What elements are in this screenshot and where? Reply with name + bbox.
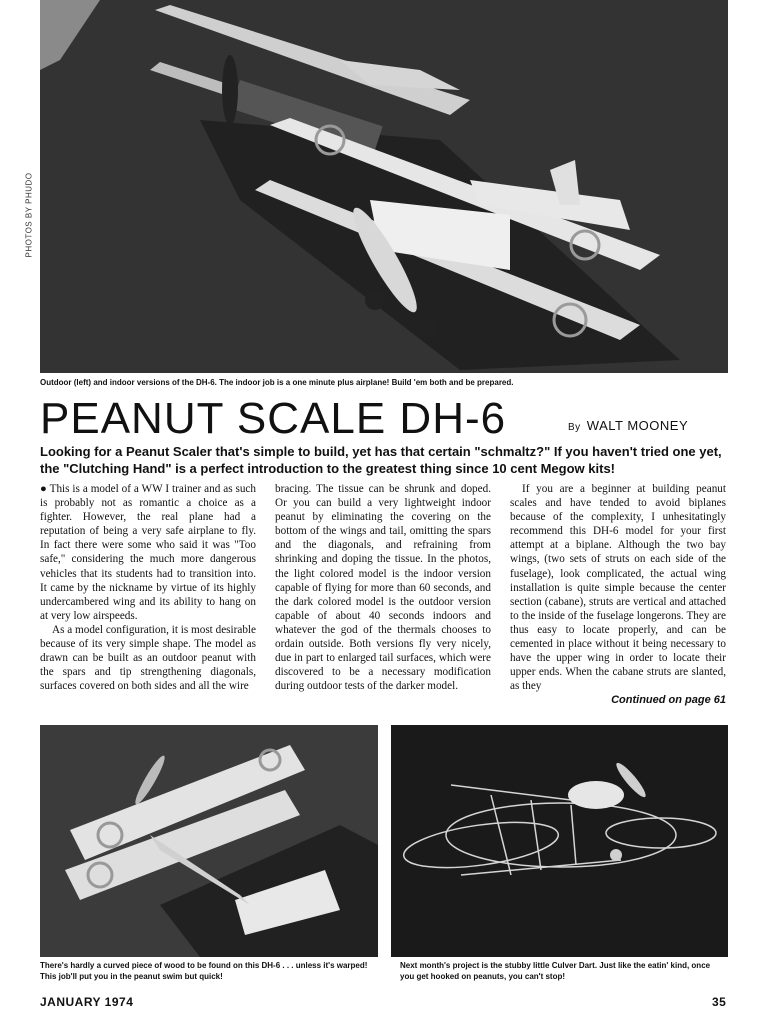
top-photo-caption: Outdoor (left) and indoor versions of the DH-6. The indoor job is a one minute plus airplane! Build 'em both and be prepared. <box>40 378 514 387</box>
column-1-paragraph-1: ● This is a model of a WW I trainer and as such is probably not as romantic a choice as a fighter. However, the real plane had a reputation of being a very safe airplane to fly. In fact there were some who said it was "Too safe," considering the much more dangerous vehicles that its students had to transition into. It came by the nickname by virtue of its highly undercambered wing and its ability to hang on at very low airspeeds. <box>40 483 256 622</box>
byline <box>568 418 688 433</box>
photo-credit: PHOTOS BY PHUDO <box>24 172 34 258</box>
footer-date: JANUARY 1974 <box>40 995 134 1009</box>
top-photo-dh6-models <box>40 0 728 373</box>
page-number: 35 <box>712 995 727 1009</box>
text-column-3 <box>510 482 726 708</box>
text-column-1 <box>40 482 256 693</box>
column-2-paragraph-1: bracing. The tissue can be shrunk and doped. Or you can build a very lightweight indoor peanut by eliminating the covering on the bottom of the wings and tail, omitting the spars and the diagonals, and refraining from shrinking and doping the tissue. In the photos, the light colored model is the indoor version capable of flying for more than 60 seconds, and the dark colored model is the outdoor version capable of about 40 seconds indoors and whatever the god of the thermals chooses to ordain outside. Both versions fly very nicely, due in part to enlarged tail surfaces, which were discovered to be a necessary modification during outdoor tests of the darker model. <box>275 483 491 693</box>
article-title: PEANUT SCALE DH-6 <box>40 394 507 443</box>
column-3-paragraph-1: If you are a beginner at building peanut scales and have tended to avoid biplanes because of the complexity, I unhesitatingly recommend this DH-6 model for your first attempt at a biplane. Although the two bay wings, (two sets of struts on each side of the fuselage), look complicated, the actual wing installation is quite simple because the center section (cabane), struts are vertical and attached to the inside of the fuselage longerons. They are thus easy to locate properly, and can be cemented in place without it being necessary to have the upper wing in order to locate their upper ends. When the cabane struts are slanted, as they <box>510 483 726 693</box>
bottom-left-photo-biplane <box>40 725 378 957</box>
text-column-2 <box>275 482 491 693</box>
bottom-right-photo-culver-dart <box>391 725 728 957</box>
byline-prefix: By <box>568 422 581 433</box>
bottom-right-caption: Next month's project is the stubby little Culver Dart. Just like the eatin' kind, once you get hooked on peanuts, you can't stop! <box>400 961 711 981</box>
byline-author: WALT MOONEY <box>586 418 689 433</box>
bottom-left-caption: There's hardly a curved piece of wood to be found on this DH-6 . . . unless it's warped! This job'll put you in the peanut swim but quick! <box>40 961 368 981</box>
continued-on-link: Continued on page 61 <box>611 694 726 707</box>
article-intro: Looking for a Peanut Scaler that's simple to build, yet has that certain "schmaltz?" If you haven't tried one yet, the "Clutching Hand" is a perfect introduction to the greatest thing since 10 cent Megow kits! <box>40 444 722 476</box>
column-1-paragraph-2: As a model configuration, it is most desirable because of its very simple shape. The model as drawn can be built as an outdoor peanut with the spars and tip strengthening diagonals, surfaces covered on both sides and all the wire <box>40 623 256 693</box>
